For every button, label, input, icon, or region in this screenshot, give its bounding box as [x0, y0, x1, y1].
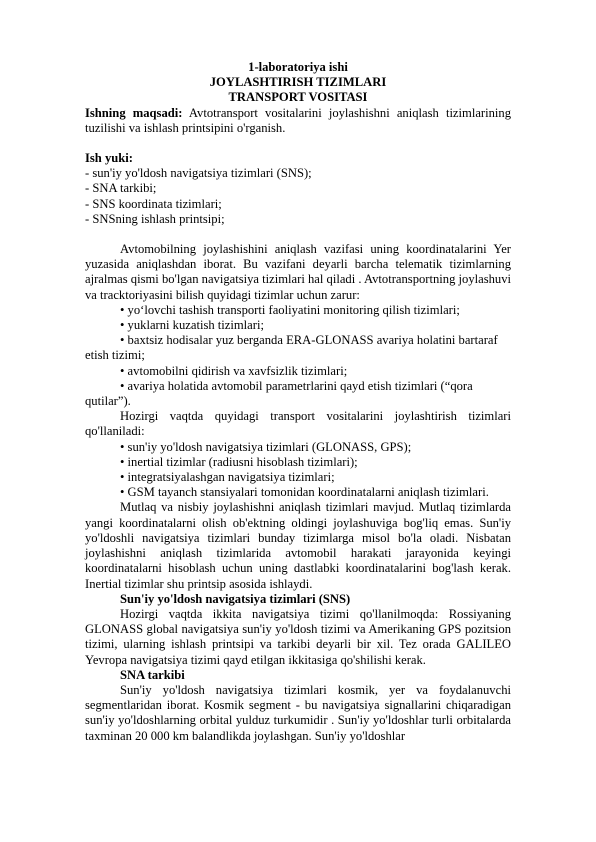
spacer	[85, 136, 511, 151]
workload-item: - SNA tarkibi;	[85, 181, 157, 196]
workload-label: Ish yuki:	[85, 151, 133, 166]
paragraph-intro: Avtomobilning joylashishini aniqlash vazifasi uning koordinatalarini Yer yuzasida aniqlashdan iborat. Bu vazifani deyarli barcha telematik tizimlarning ajralmas qismi bo'lgan navigatsiya tizimlari hal qiladi . Avtotransportning joylashuvi va tracktoriyasini bilish quyidagi tizimlar uchun zarur:	[85, 242, 511, 302]
list-item: • avtomobilni qidirish va xavfsizlik tizimlari;	[120, 363, 348, 378]
paragraph-absolute-relative: Mutlaq va nisbiy joylashishni aniqlash tizimlari mavjud. Mutlaq tizimlarda yangi koordinatalarni olish ob'ektning oldingi joylashuviga bog'liq emas. Sun'iy yo'ldoshli navigatsiya tizimlari bunday tizimlarga misol bo'la oladi. Nisbatan joylashishni aniqlash tizimlarida avtomobil harakati jarayonida keyingi koordinatalarni hisoblash uchun uning dastlabki koordinatalarini bog'lash kerak. Inertial tizimlar shu printsip asosida ishlaydi.	[85, 500, 511, 591]
list-item: • GSM tayanch stansiyalari tomonidan koordinatalarni aniqlash tizimlari.	[120, 485, 489, 500]
list-item: • integratsiyalashgan navigatsiya tizimlari;	[120, 470, 335, 485]
goal-text: Avtotransport vositalarini joylashishni aniqlash tizimlarining tuzilishi va ishlash printsipini o'rganish.	[85, 105, 511, 135]
goal-paragraph	[85, 106, 511, 136]
paragraph-sns: Hozirgi vaqtda ikkita navigatsiya tizimi qo'llanilmoqda: Rossiyaning GLONASS global navigatsiya sun'iy yo'ldosh tizimi va Amerikaning GPS pozitsion tizimi, ularning ishlash printsipi va tarkibi deyarli bir xil. Tez orada GALILEO Yevropa navigatsiya tizimi qayd etilgan ikkitasiga qo'shilishi kerak.	[85, 606, 511, 667]
workload-item: - sun'iy yo'ldosh navigatsiya tizimlari (SNS);	[85, 166, 312, 181]
goal-label: Ishning maqsadi:	[85, 105, 183, 120]
workload-item: - SNS koordinata tizimlari;	[85, 196, 222, 211]
section-heading-sns: Sun'iy yo'ldosh navigatsiya tizimlari (SNS)	[120, 591, 351, 606]
paragraph-sna: Sun'iy yo'ldosh navigatsiya tizimlari kosmik, yer va foydalanuvchi segmentlaridan iborat. Kosmik segment - bu navigatsiya signallarini chiqaradigan sun'iy yo'ldoshlarning orbital yulduz turkumidir . Sun'iy yo'ldoshlar turli orbitalarda taxminan 20 000 km balandlikda joylashgan. Sun'iy yo'ldoshlar	[85, 682, 511, 743]
paragraph-systems: Hozirgi vaqtda quyidagi transport vositalarini joylashtirish tizimlari qo'llaniladi:	[85, 409, 511, 439]
list-item: • sun'iy yo'ldosh navigatsiya tizimlari (GLONASS, GPS);	[120, 439, 412, 454]
list-item: • baxtsiz hodisalar yuz berganda ERA-GLONASS avariya holatini bartaraf etish tizimi;	[85, 333, 498, 363]
document-page	[85, 60, 511, 744]
list-item: • inertial tizimlar (radiusni hisoblash tizimlari);	[120, 454, 358, 469]
title-line-2: JOYLASHTIRISH TIZIMLARI	[209, 75, 387, 90]
list-item: • yuklarni kuzatish tizimlari;	[120, 318, 264, 333]
workload-item: - SNSning ishlash printsipi;	[85, 211, 225, 226]
section-heading-sna: SNA tarkibi	[120, 667, 185, 682]
list-item: • yo‘lovchi tashish transporti faoliyatini monitoring qilish tizimlari;	[120, 302, 460, 317]
spacer	[85, 227, 511, 242]
list-item: • avariya holatida avtomobil parametrlarini qayd etish tizimlari (“qora qutilar”).	[85, 378, 473, 409]
title-line-1: 1-laboratoriya ishi	[248, 60, 348, 74]
title-line-3: TRANSPORT VOSITASI	[228, 90, 368, 105]
